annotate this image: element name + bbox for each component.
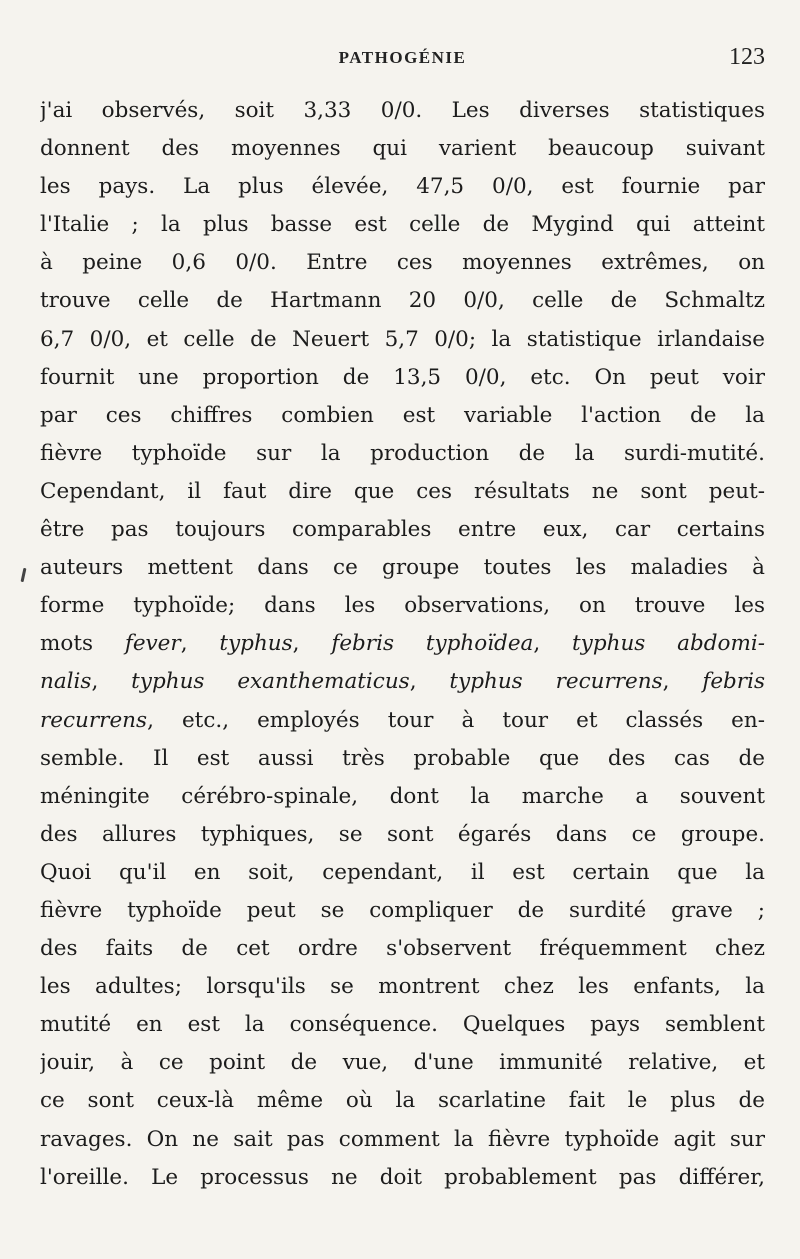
text-segment: donnent des moyennes qui varient beaucoup suivant [40, 136, 765, 162]
margin-mark [21, 568, 27, 582]
text-line [40, 892, 765, 930]
text-segment: j'ai observés, soit 3,33 0/0. Les diverses statistiques [40, 98, 765, 123]
italic-term: febris [702, 669, 765, 695]
text-segment: mutité en est la conséquence. Quelques pays semblent [40, 1012, 765, 1038]
text-line [40, 968, 765, 1006]
text-line [40, 359, 765, 397]
text-segment: des allures typhiques, se sont égarés dans ce groupe. [40, 821, 765, 847]
text-segment: auteurs mettent dans ce groupe toutes les maladies à [40, 555, 765, 581]
text-line [40, 1044, 765, 1082]
text-line [40, 397, 765, 435]
text-line [40, 625, 765, 663]
italic-term: fever [124, 631, 181, 657]
italic-term: typhus exanthematicus [131, 669, 410, 695]
text-segment: Quoi qu'il en soit, cependant, il est certain que la [40, 859, 765, 885]
text-segment: trouve celle de Hartmann 20 0/0, celle de Schmaltz [40, 288, 765, 314]
text-line [40, 473, 765, 511]
text-segment: l'Italie ; la plus basse est celle de Mygind qui atteint [40, 212, 765, 238]
text-line [40, 1006, 765, 1044]
text-line [40, 1121, 765, 1159]
italic-term: typhus abdomi- [572, 631, 765, 657]
italic-term: typhus [219, 631, 293, 657]
text-line [40, 740, 765, 778]
text-segment: à peine 0,6 0/0. Entre ces moyennes extrêmes, on [40, 250, 765, 276]
text-segment: fièvre typhoïde sur la production de la surdi-mutité. [40, 440, 765, 466]
text-segment: les adultes; lorsqu'ils se montrent chez les enfants, la [40, 974, 765, 1000]
text-segment: l'oreille. Le processus ne doit probablement pas différer, [40, 1164, 765, 1190]
text-line [40, 435, 765, 473]
italic-term: febris typhoïdea [331, 631, 534, 657]
text-line [40, 702, 765, 740]
text-line [40, 206, 765, 244]
text-segment: ravages. On ne sait pas comment la fièvre typhoïde agit sur [40, 1126, 765, 1152]
text-line [40, 1082, 765, 1120]
text-line [40, 854, 765, 892]
text-segment: , etc., employés tour à tour et classés en- [147, 707, 765, 733]
text-segment: , [292, 631, 332, 657]
body-text [40, 92, 765, 1197]
text-segment: être pas toujours comparables entre eux, car certains [40, 517, 765, 543]
text-line [40, 321, 765, 359]
text-line [40, 549, 765, 587]
italic-term: typhus recurrens [449, 669, 663, 695]
text-segment: , [409, 669, 450, 695]
text-segment: fièvre typhoïde peut se compliquer de surdité grave ; [40, 897, 765, 923]
text-line [40, 244, 765, 282]
text-segment: les pays. La plus élevée, 47,5 0/0, est fournie par [40, 174, 765, 200]
text-segment: Cependant, il faut dire que ces résultats ne sont peut- [40, 478, 765, 504]
text-segment: jouir, à ce point de vue, d'une immunité relative, et [40, 1050, 765, 1076]
text-line [40, 92, 765, 130]
text-segment: par ces chiffres combien est variable l'action de la [40, 402, 765, 428]
text-segment: mots [40, 631, 125, 657]
page-number: 123 [729, 44, 765, 70]
running-title: PATHOGÉNIE [338, 48, 467, 67]
page-header [40, 44, 765, 78]
text-line [40, 130, 765, 168]
text-segment: fournit une proportion de 13,5 0/0, etc. On peut voir [40, 364, 765, 390]
text-segment: , [662, 669, 703, 695]
text-line [40, 511, 765, 549]
text-segment: , [533, 631, 573, 657]
text-line [40, 282, 765, 320]
text-line [40, 587, 765, 625]
italic-term: nalis [40, 669, 92, 695]
text-segment: ce sont ceux-là même où la scarlatine fait le plus de [40, 1088, 765, 1114]
text-segment: forme typhoïde; dans les observations, on trouve les [40, 593, 765, 619]
text-segment: , [180, 631, 220, 657]
text-segment: des faits de cet ordre s'observent fréquemment chez [40, 936, 765, 962]
italic-term: recurrens [40, 707, 148, 733]
text-segment: , [91, 669, 132, 695]
text-line [40, 663, 765, 701]
text-segment: semble. Il est aussi très probable que des cas de [40, 745, 765, 771]
text-line [40, 778, 765, 816]
text-line [40, 930, 765, 968]
text-segment: 6,7 0/0, et celle de Neuert 5,7 0/0; la statistique irlandaise [40, 326, 765, 352]
text-line [40, 1159, 765, 1197]
text-segment: méningite cérébro-spinale, dont la marche a souvent [40, 783, 765, 809]
text-line [40, 816, 765, 854]
text-line [40, 168, 765, 206]
